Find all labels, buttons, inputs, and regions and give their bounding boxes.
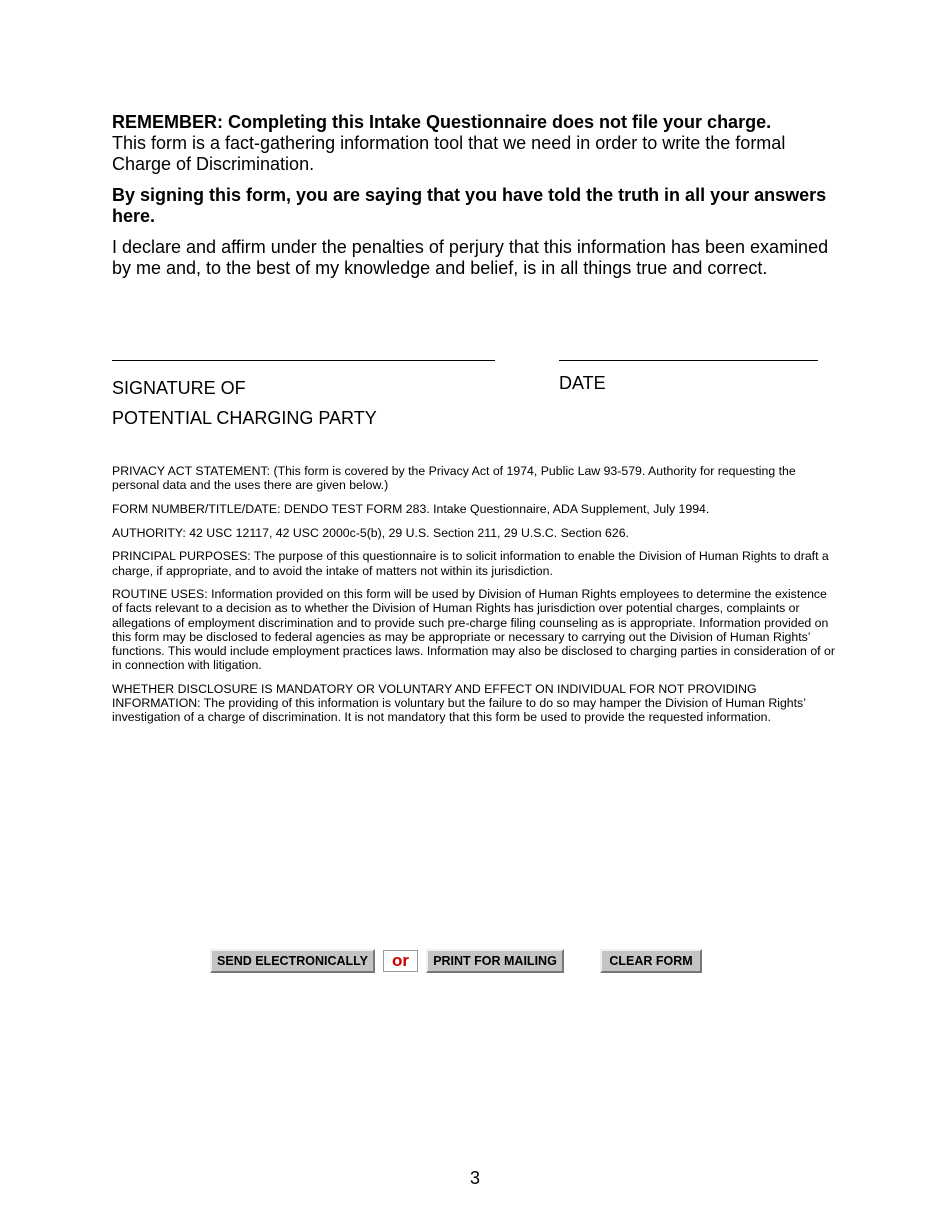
- privacy-act-section: [112, 464, 840, 734]
- remember-text: This form is a fact-gathering information tool that we need in order to write the formal Charge of Discrimination.: [112, 133, 786, 174]
- authority: AUTHORITY: 42 USC 12117, 42 USC 2000c-5(b), 29 U.S. Section 211, 29 U.S.C. Section 626.: [112, 525, 629, 540]
- routine-uses: ROUTINE USES: Information provided on this form will be used by Division of Human Rights employees to determine the existence of facts relevant to a decision as to whether the Division of Human Rights has jurisdiction over potential charges, complaints or allegations of employment discrimination and to provide such pre-charge filing counseling as is appropriate. Information provided on this form may be disclosed to federal agencies as may be appropriate or necessary to carrying out the Division of Human Rights’ functions. This would include employment practices laws. Information may also be disclosed to charging parties in consideration of or in connection with litigation.: [112, 587, 835, 673]
- signature-label-line2: POTENTIAL CHARGING PARTY: [112, 408, 377, 428]
- remember-heading: REMEMBER: Completing this Intake Questionnaire does not file your charge.: [112, 112, 772, 132]
- page-number: 3: [469, 1168, 480, 1188]
- send-electronically-button[interactable]: SEND ELECTRONICALLY: [210, 949, 375, 973]
- principal-purposes: PRINCIPAL PURPOSES: The purpose of this questionnaire is to solicit information to enable the Division of Human Rights to draft a charge, if appropriate, and to avoid the intake of matters not within its jurisdiction.: [112, 549, 829, 578]
- intro-section: [112, 112, 840, 279]
- declaration-text: I declare and affirm under the penalties of perjury that this information has been examined by me and, to the best of my knowledge and belief, is in all things true and correct.: [112, 237, 829, 278]
- print-for-mailing-button[interactable]: PRINT FOR MAILING: [426, 949, 564, 973]
- or-separator: or: [383, 950, 418, 972]
- form-number: FORM NUMBER/TITLE/DATE: DENDO TEST FORM 283. Intake Questionnaire, ADA Supplement, July 1994.: [112, 501, 710, 516]
- disclosure-statement: WHETHER DISCLOSURE IS MANDATORY OR VOLUNTARY AND EFFECT ON INDIVIDUAL FOR NOT PROVIDING INFORMATION: The providing of this information is voluntary but the failure to do so may hamper the Division of Human Rights’ investigation of a charge of discrimination. It is not mandatory that this form be used to provide the requested information.: [112, 681, 806, 725]
- sign-warning: By signing this form, you are saying that you have told the truth in all your answers here.: [112, 185, 827, 226]
- date-label: DATE: [559, 373, 606, 393]
- signature-label: [112, 373, 377, 433]
- privacy-statement: PRIVACY ACT STATEMENT: (This form is covered by the Privacy Act of 1974, Public Law 93-579. Authority for requesting the personal data and the uses there are given below.): [112, 464, 796, 493]
- signature-label-line1: SIGNATURE OF: [112, 378, 246, 398]
- signature-line: [112, 360, 495, 361]
- date-line: [559, 360, 818, 361]
- remember-paragraph: [112, 112, 840, 175]
- clear-form-button[interactable]: CLEAR FORM: [600, 949, 702, 973]
